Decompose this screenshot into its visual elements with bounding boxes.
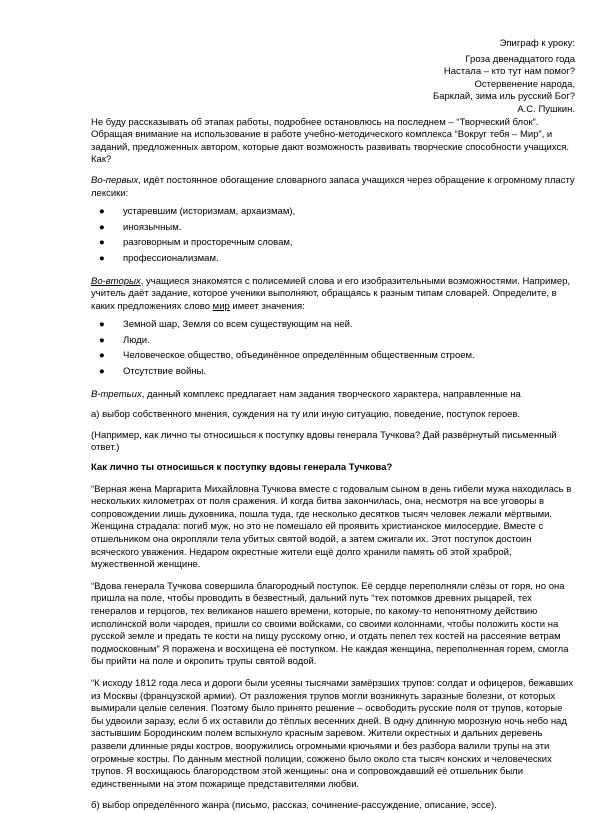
epigraph-line: Настала – кто тут нам помог?	[443, 66, 575, 78]
epigraph-author: А.С. Пушкин.	[517, 103, 575, 115]
second-point-list	[91, 319, 575, 378]
epigraph-line: Остервенение народа,	[474, 78, 575, 90]
first-point-text: , идёт постоянное обогащение словарного запаса учащихся через обращение к огромному пласту лексики:	[91, 174, 575, 199]
epigraph	[91, 38, 575, 117]
student-answer: “Верная жена Маргарита Михайловна Тучкова вместе с годовалым сыном в день гибели мужа находилась в нескольких километрах от поля сражения. И когда битва закончилась, она, несмотря на все уговоры в сопровождении лишь духовника, пошла туда, где несколько десятков тысяч человек лежали мёртвыми. Женщина страдала: погиб муж, но это не помешало ей проявить христианское милосердие. Вместе с отшельником она окропляли тела убитых святой водой, а затем сжигали их. Этот поступок достоин всяческого уважения. Недаром окрестные жители ещё долго хранили память об этой храброй, мужественной женщине.	[91, 483, 572, 571]
list-item	[91, 350, 575, 363]
list-item-text: Люди.	[123, 334, 150, 346]
task-example: (Например, как лично ты относишься к поступку вдовы генерала Тучкова? Дай развёрнутый письменный ответ.)	[91, 429, 557, 454]
second-point-text-end: имеет значения:	[229, 300, 305, 312]
task-b: б) выбор определённого жанра (письмо, рассказ, сочинение-рассуждение, описание, эссе).	[91, 800, 497, 812]
student-answer: “К исходу 1812 года леса и дороги были усеяны тысячами замёрзших трупов: солдат и офицеров, бежавших из Москвы (французской армии). От разложения трупов могли возникнуть заразные болезни, от которых вымирали целые селения. Поэтому было принято решение – освободить русские поля от трупов, которые бы удвоили заразу, если б их оставили до тёплых весенних дней. В одну длинную морозную ночь небо над застывшим Бородинским полем вспыхнуло красным заревом. Жители окрестных и дальних деревень развели длинные ряды костров, вооружились огромными крючьями и без разбора валили трупы на эти огромные костры. По данным местной полиции, сожжено было около ста тысяч конских и человеческих трупов. Я восхищаюсь благородством этой женщины: она и сопровождавший её отшельник были единственными на этом пожарище представителями любви.	[91, 677, 574, 790]
bullet-icon: ●	[99, 334, 105, 346]
student-answer: “Вдова генерала Тучкова совершила благородный поступок. Её сердце переполняли слёзы от горя, но она пришла на поле, чтобы проводить в безвестный, дальний путь “тех потомков древних рыцарей, тех генералов и герцогов, тех великанов нашего времени, которые, по какому-то непонятному действию исполинской воли чародея, пришли со своими войсками, со своими колоннами, чтобы положить кости на русской земле и предать те кости на пищу русскому огню, и отдать пепел тех костей на рассеяние ветрам подмосковным” Я поражена и восхищена её поступком. Не каждая женщина, переполненная горем, смогла бы прийти на поле и окропить трупы святой водой.	[91, 580, 569, 668]
second-point-lead: Во-вторых	[91, 275, 141, 287]
bullet-icon: ●	[99, 221, 105, 233]
second-point-paragraph	[91, 276, 575, 314]
epigraph-title: Эпиграф к уроку:	[499, 38, 575, 49]
list-item	[91, 366, 575, 379]
bullet-icon: ●	[99, 237, 105, 249]
list-item-text: устаревшим (историзмам, архаизмам),	[123, 206, 296, 218]
list-item-text: профессионализмам.	[123, 252, 219, 264]
list-item-text: Человеческое общество, объединённое определённым общественным строем.	[123, 350, 475, 362]
epigraph-line: Барклай, зима иль русский Бог?	[432, 91, 575, 103]
first-point-paragraph	[91, 175, 575, 200]
bullet-icon: ●	[99, 206, 105, 218]
list-item	[91, 237, 575, 250]
bullet-icon: ●	[99, 366, 105, 378]
highlighted-word: мир	[212, 300, 230, 312]
epigraph-line: Гроза двенадцатого года	[465, 53, 575, 65]
question-heading: Как лично ты относишься к поступку вдовы генерала Тучкова?	[91, 462, 393, 474]
first-point-lead: Во-первых	[91, 174, 139, 186]
task-a: а) выбор собственного мнения, суждения на ту или иную ситуацию, поведение, поступок героев.	[91, 409, 521, 421]
intro-paragraph: Не буду рассказывать об этапах работы, подробнее остановлюсь на последнем – “Творческий блок”. Обращая внимание на использование в работе учебно-методического комплекса “Вокруг тебя – Мир”, и заданий, предложенных автором, которые дают возможность развивать творческие способности учащихся. Как?	[91, 116, 570, 166]
third-point-paragraph	[91, 389, 575, 402]
list-item	[91, 319, 575, 332]
second-point-text: , учащиеся знакомятся с полисемией слова и его изобразительными возможностями. Например, учитель даёт задание, которое ученики выполняют, обращаясь к разным типам словарей. Определите, в каких предложениях слово	[91, 275, 571, 312]
bullet-icon: ●	[99, 252, 105, 264]
third-point-lead: В-третьих	[91, 388, 142, 400]
list-item-text: Отсутствие войны.	[123, 366, 206, 378]
bullet-icon: ●	[99, 319, 105, 331]
document-page	[91, 38, 575, 813]
list-item	[91, 222, 575, 235]
list-item-text: разговорным и просторечным словам,	[123, 237, 293, 249]
list-item	[91, 335, 575, 348]
bullet-icon: ●	[99, 350, 105, 362]
third-point-text: , данный комплекс предлагает нам задания творческого характера, направленные на	[141, 388, 521, 400]
list-item-text: иноязычным.	[123, 221, 182, 233]
list-item	[91, 206, 575, 219]
first-point-list	[91, 206, 575, 265]
list-item-text: Земной шар, Земля со всем существующим на ней.	[123, 319, 353, 331]
list-item	[91, 253, 575, 266]
